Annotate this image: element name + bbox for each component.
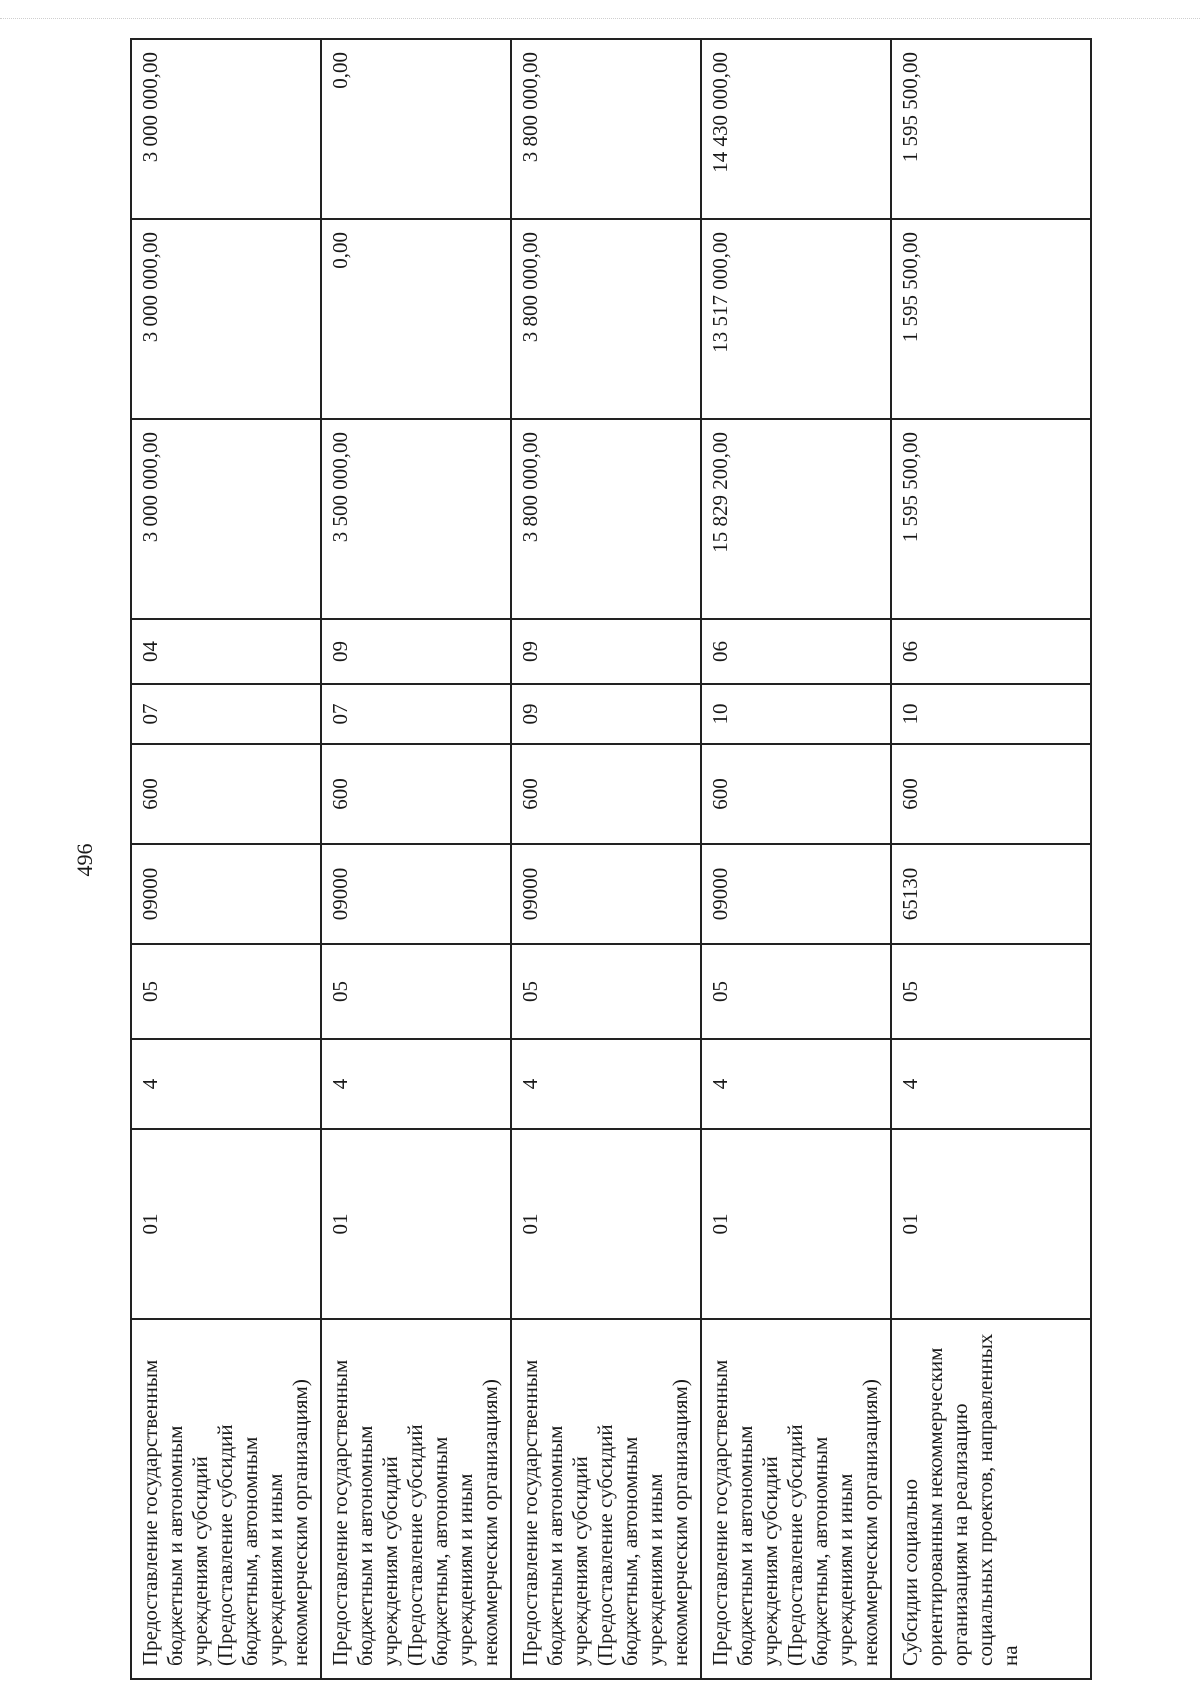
main-event-code: 05 [511, 944, 701, 1039]
program-code: 01 [891, 1129, 1091, 1319]
main-event-code: 05 [131, 944, 321, 1039]
direction-code: 09000 [131, 844, 321, 944]
subprogram-code: 4 [511, 1039, 701, 1129]
amount-year-2: 0,00 [321, 219, 511, 419]
expense-type-code: 600 [321, 744, 511, 844]
amount-year-1: 1 595 500,00 [891, 419, 1091, 619]
amount-year-2: 1 595 500,00 [891, 219, 1091, 419]
subprogram-code: 4 [701, 1039, 891, 1129]
direction-code: 09000 [321, 844, 511, 944]
table-row [511, 39, 701, 1679]
expense-type-code: 600 [701, 744, 891, 844]
program-code: 01 [321, 1129, 511, 1319]
amount-year-3: 3 000 000,00 [131, 39, 321, 219]
row-description: Субсидии социально ориентированным некоммерческим организациям на реализацию социальных проектов, направленных на [891, 1319, 1091, 1679]
subprogram-code: 4 [131, 1039, 321, 1129]
section-code: 10 [701, 684, 891, 744]
amount-year-3: 1 595 500,00 [891, 39, 1091, 219]
program-code: 01 [701, 1129, 891, 1319]
subsection-code: 09 [321, 619, 511, 684]
subsection-code: 04 [131, 619, 321, 684]
direction-code: 65130 [891, 844, 1091, 944]
subsection-code: 06 [701, 619, 891, 684]
amount-year-3: 3 800 000,00 [511, 39, 701, 219]
page-number: 496 [72, 843, 97, 877]
section-code: 07 [321, 684, 511, 744]
direction-code: 09000 [701, 844, 891, 944]
row-description: Предоставление государственным бюджетным и автономным учреждениям субсидий (Предоставление субсидий бюджетным, автономным учреждениям и иным некоммерческим организациям) [321, 1319, 511, 1679]
amount-year-2: 3 000 000,00 [131, 219, 321, 419]
row-description: Предоставление государственным бюджетным и автономным учреждениям субсидий (Предоставление субсидий бюджетным, автономным учреждениям и иным некоммерческим организациям) [511, 1319, 701, 1679]
amount-year-2: 13 517 000,00 [701, 219, 891, 419]
program-code: 01 [511, 1129, 701, 1319]
scan-edge [0, 0, 1200, 19]
program-code: 01 [131, 1129, 321, 1319]
row-description: Предоставление государственным бюджетным и автономным учреждениям субсидий (Предоставление субсидий бюджетным, автономным учреждениям и иным некоммерческим организациям) [701, 1319, 891, 1679]
main-event-code: 05 [891, 944, 1091, 1039]
amount-year-3: 0,00 [321, 39, 511, 219]
section-code: 09 [511, 684, 701, 744]
direction-code: 09000 [511, 844, 701, 944]
amount-year-3: 14 430 000,00 [701, 39, 891, 219]
subprogram-code: 4 [891, 1039, 1091, 1129]
table-row [891, 39, 1091, 1679]
expense-type-code: 600 [511, 744, 701, 844]
row-description: Предоставление государственным бюджетным и автономным учреждениям субсидий (Предоставление субсидий бюджетным, автономным учреждениям и иным некоммерческим организациям) [131, 1319, 321, 1679]
main-event-code: 05 [701, 944, 891, 1039]
budget-table [130, 38, 1092, 1680]
main-event-code: 05 [321, 944, 511, 1039]
amount-year-2: 3 800 000,00 [511, 219, 701, 419]
amount-year-1: 3 000 000,00 [131, 419, 321, 619]
subprogram-code: 4 [321, 1039, 511, 1129]
table-row [701, 39, 891, 1679]
subsection-code: 09 [511, 619, 701, 684]
budget-table-container [130, 40, 1090, 1680]
section-code: 07 [131, 684, 321, 744]
expense-type-code: 600 [891, 744, 1091, 844]
table-row [321, 39, 511, 1679]
amount-year-1: 15 829 200,00 [701, 419, 891, 619]
subsection-code: 06 [891, 619, 1091, 684]
amount-year-1: 3 500 000,00 [321, 419, 511, 619]
expense-type-code: 600 [131, 744, 321, 844]
amount-year-1: 3 800 000,00 [511, 419, 701, 619]
table-row [131, 39, 321, 1679]
section-code: 10 [891, 684, 1091, 744]
